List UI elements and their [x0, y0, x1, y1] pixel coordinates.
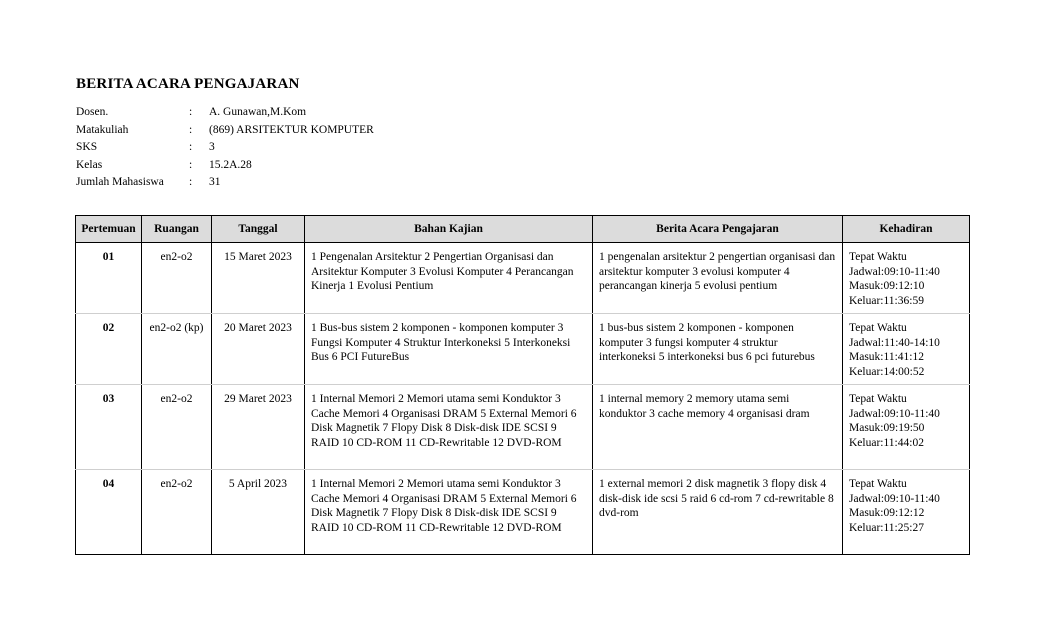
kehadiran-status: Tepat Waktu [849, 478, 907, 490]
cell-kehadiran [843, 385, 970, 470]
info-value-matakuliah: (869) ARSITEKTUR KOMPUTER [209, 123, 374, 136]
info-row-jumlah-mahasiswa [76, 176, 374, 194]
info-label: Dosen. [76, 106, 109, 118]
info-value-dosen: A. Gunawan,M.Kom [209, 106, 307, 118]
cell-berita-acara: 1 internal memory 2 memory utama semi konduktor 3 cache memory 4 organisasi dram [593, 385, 843, 470]
cell-ruangan: en2-o2 [142, 243, 212, 314]
kehadiran-masuk: Masuk:09:12:10 [849, 280, 925, 292]
info-separator: : [189, 106, 193, 118]
cell-ruangan: en2-o2 [142, 470, 212, 555]
info-value-sks: 3 [209, 141, 215, 153]
header-berita-acara: Berita Acara Pengajaran [593, 216, 843, 243]
info-row-dosen [76, 106, 374, 124]
kehadiran-jadwal: Jadwal:09:10-11:40 [849, 492, 940, 505]
cell-ruangan: en2-o2 (kp) [142, 314, 212, 385]
cell-berita-acara: 1 pengenalan arsitektur 2 pengertian organisasi dan arsitektur komputer 3 evolusi komputer 4 perancangan kinerja 5 evolusi pentium [593, 243, 843, 314]
attendance-table [75, 215, 970, 555]
cell-bahan-kajian: 1 Bus-bus sistem 2 komponen - komponen komputer 3 Fungsi Komputer 4 Struktur Interkoneksi 5 Interkoneksi Bus 6 PCI FutureBus [305, 314, 593, 385]
header-kehadiran: Kehadiran [843, 216, 970, 243]
cell-tanggal: 20 Maret 2023 [212, 314, 305, 385]
cell-bahan-kajian: 1 Pengenalan Arsitektur 2 Pengertian Organisasi dan Arsitektur Komputer 3 Evolusi Komputer 4 Perancangan Kinerja 1 Evolusi Pentium [305, 243, 593, 314]
info-label: SKS [76, 141, 98, 153]
table-row [76, 385, 970, 470]
cell-kehadiran [843, 314, 970, 385]
cell-ruangan: en2-o2 [142, 385, 212, 470]
info-label: Matakuliah [76, 123, 129, 136]
cell-berita-acara: 1 external memori 2 disk magnetik 3 flopy disk 4 disk-disk ide scsi 5 raid 6 cd-rom 7 cd-rewritable 8 dvd-rom [593, 470, 843, 555]
info-row-sks [76, 141, 374, 159]
kehadiran-masuk: Masuk:09:19:50 [849, 422, 925, 434]
kehadiran-keluar: Keluar:14:00:52 [849, 365, 925, 378]
kehadiran-jadwal: Jadwal:09:10-11:40 [849, 407, 940, 420]
kehadiran-keluar: Keluar:11:25:27 [849, 521, 924, 534]
cell-bahan-kajian: 1 Internal Memori 2 Memori utama semi Konduktor 3 Cache Memori 4 Organisasi DRAM 5 External Memori 6 Disk Magnetik 7 Flopy Disk 8 Disk-disk IDE SCSI 9 RAID 10 CD-ROM 11 CD-Rewritable 12 DVD-ROM [305, 470, 593, 555]
info-value-kelas: 15.2A.28 [209, 158, 252, 171]
kehadiran-jadwal: Jadwal:09:10-11:40 [849, 265, 940, 278]
cell-pertemuan: 03 [76, 385, 142, 470]
cell-bahan-kajian: 1 Internal Memori 2 Memori utama semi Konduktor 3 Cache Memori 4 Organisasi DRAM 5 External Memori 6 Disk Magnetik 7 Flopy Disk 8 Disk-disk IDE SCSI 9 RAID 10 CD-ROM 11 CD-Rewritable 12 DVD-ROM [305, 385, 593, 470]
cell-tanggal: 5 April 2023 [212, 470, 305, 555]
header-tanggal: Tanggal [212, 216, 305, 243]
table-row [76, 470, 970, 555]
info-separator: : [189, 141, 193, 153]
info-separator: : [189, 158, 193, 171]
cell-pertemuan: 01 [76, 243, 142, 314]
cell-pertemuan: 02 [76, 314, 142, 385]
table-row [76, 243, 970, 314]
info-separator: : [189, 123, 193, 136]
kehadiran-keluar: Keluar:11:36:59 [849, 294, 924, 307]
page-title: BERITA ACARA PENGAJARAN [76, 76, 300, 92]
kehadiran-status: Tepat Waktu [849, 322, 907, 334]
kehadiran-status: Tepat Waktu [849, 393, 907, 405]
header-bahan-kajian: Bahan Kajian [305, 216, 593, 243]
cell-tanggal: 15 Maret 2023 [212, 243, 305, 314]
table-header-row [76, 216, 970, 243]
kehadiran-masuk: Masuk:09:12:12 [849, 507, 925, 519]
info-row-matakuliah [76, 124, 374, 142]
table-row [76, 314, 970, 385]
info-value-jumlah-mahasiswa: 31 [209, 176, 221, 188]
info-label: Kelas [76, 158, 103, 171]
kehadiran-status: Tepat Waktu [849, 251, 907, 263]
kehadiran-keluar: Keluar:11:44:02 [849, 436, 924, 449]
cell-tanggal: 29 Maret 2023 [212, 385, 305, 470]
info-label: Jumlah Mahasiswa [76, 176, 164, 188]
cell-berita-acara: 1 bus-bus sistem 2 komponen - komponen komputer 3 fungsi komputer 4 struktur interkoneksi 5 interkoneksi bus 6 pci futurebus [593, 314, 843, 385]
header-pertemuan: Pertemuan [76, 216, 142, 243]
info-separator: : [189, 176, 193, 188]
info-row-kelas [76, 159, 374, 177]
header-ruangan: Ruangan [142, 216, 212, 243]
course-info [76, 106, 374, 194]
cell-pertemuan: 04 [76, 470, 142, 555]
kehadiran-masuk: Masuk:11:41:12 [849, 351, 924, 363]
kehadiran-jadwal: Jadwal:11:40-14:10 [849, 336, 940, 349]
cell-kehadiran [843, 470, 970, 555]
cell-kehadiran [843, 243, 970, 314]
